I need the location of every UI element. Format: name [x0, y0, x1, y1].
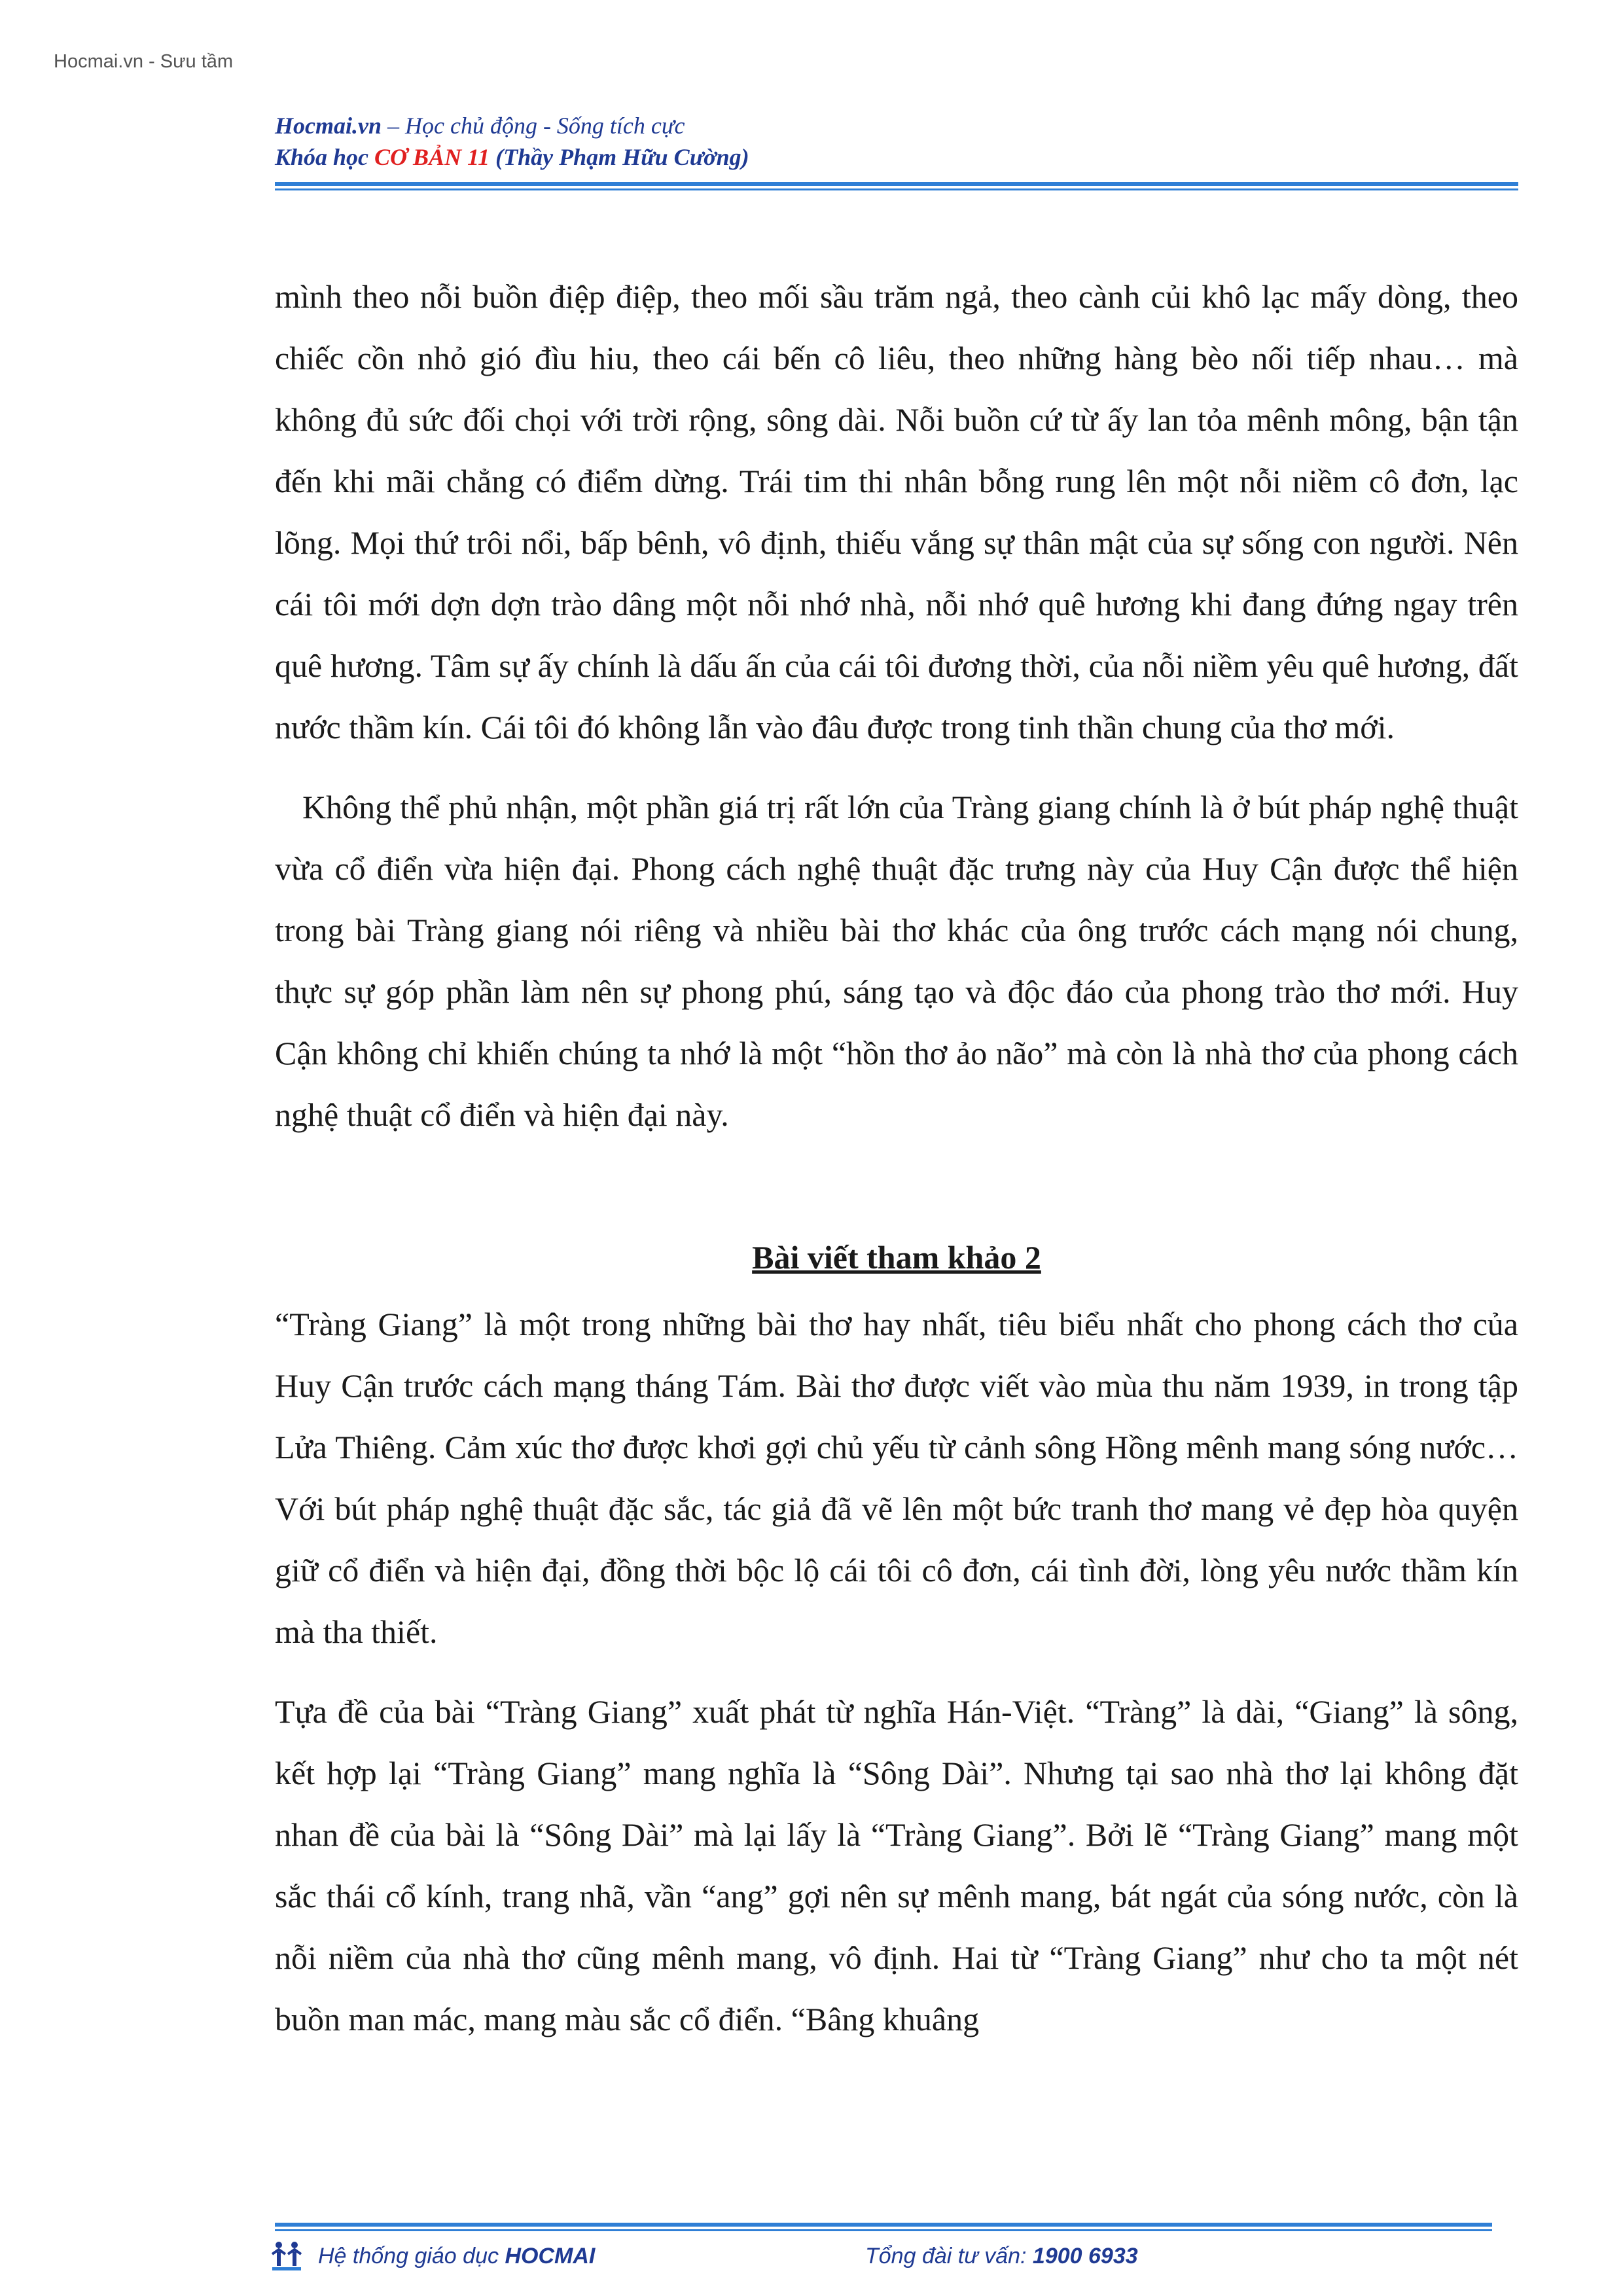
- footer-system: [318, 2244, 595, 2269]
- header-line-1: [275, 110, 1518, 141]
- page-content: [275, 266, 1518, 2068]
- footer-system-name: HOCMAI: [505, 2244, 596, 2269]
- body-paragraph-2: Không thể phủ nhận, một phần giá trị rất lớn của Tràng giang chính là ở bút pháp nghệ thuật vừa cổ điển vừa hiện đại. Phong cách nghệ thuật đặc trưng này của Huy Cận được thể hiện trong bài Tràng giang nói riêng và nhiều bài thơ khác của ông trước cách mạng nói chung, thực sự góp phần làm nên sự phong phú, sáng tạo và độc đáo của phong trào thơ mới. Huy Cận không chỉ khiến chúng ta nhớ là một “hồn thơ ảo não” mà còn là nhà thơ của phong cách nghệ thuật cổ điển và hiện đại này.: [275, 789, 1518, 1133]
- footer-divider: [275, 2223, 1492, 2231]
- header-divider: [275, 182, 1518, 192]
- footer-system-label: Hệ thống giáo dục: [318, 2244, 505, 2269]
- course-name: CƠ BẢN 11: [374, 144, 490, 170]
- footer-hotline: [865, 2244, 1138, 2269]
- header-line-2: [275, 141, 1518, 173]
- section-title: Bài viết tham khảo 2: [752, 1239, 1041, 1276]
- course-teacher: (Thầy Phạm Hữu Cường): [490, 144, 749, 170]
- body-paragraph-1: mình theo nỗi buồn điệp điệp, theo mối sầu trăm ngả, theo cành củi khô lạc mấy dòng, theo chiếc cồn nhỏ gió đìu hiu, theo cái bến cô liêu, theo những hàng bèo nối tiếp nhau… mà không đủ sức đối chọi với trời rộng, sông dài. Nỗi buồn cứ từ ấy lan tỏa mênh mông, bận tận đến khi mãi chẳng có điểm dừng. Trái tim thi nhân bỗng rung lên một nỗi niềm cô đơn, lạc lõng. Mọi thứ trôi nổi, bấp bênh, vô định, thiếu vắng sự thân mật của sự sống con người. Nên cái tôi mới dợn dợn trào dâng một nỗi nhớ nhà, nỗi nhớ quê hương khi đang đứng ngay trên quê hương. Tâm sự ấy chính là dấu ấn của cái tôi đương thời, của nỗi niềm yêu quê hương, đất nước thầm kín. Cái tôi đó không lẫn vào đâu được trong tinh thần chung của thơ mới.: [275, 278, 1518, 745]
- footer-hotline-label: Tổng đài tư vấn:: [865, 2244, 1033, 2269]
- footer-hotline-number: 1900 6933: [1032, 2244, 1138, 2269]
- body-paragraph-3: “Tràng Giang” là một trong những bài thơ hay nhất, tiêu biểu nhất cho phong cách thơ của Huy Cận trước cách mạng tháng Tám. Bài thơ được viết vào mùa thu năm 1939, in trong tập Lửa Thiêng. Cảm xúc thơ được khơi gợi chủ yếu từ cảnh sông Hồng mênh mang sóng nước… Với bút pháp nghệ thuật đặc sắc, tác giả đã vẽ lên một bức tranh thơ mang vẻ đẹp hòa quyện giữ cổ điển và hiện đại, đồng thời bộc lộ cái tôi cô đơn, cái tình đời, lòng yêu nước thầm kín mà tha thiết.: [275, 1306, 1518, 1650]
- course-prefix: Khóa học: [275, 144, 375, 170]
- watermark: Hocmai.vn - Sưu tầm: [54, 51, 234, 72]
- page-header: [275, 110, 1518, 173]
- header-slogan: – Học chủ động - Sống tích cực: [381, 113, 685, 139]
- page-footer: [270, 2238, 1513, 2278]
- body-paragraph-4: Tựa đề của bài “Tràng Giang” xuất phát từ nghĩa Hán-Việt. “Tràng” là dài, “Giang” là sông, kết hợp lại “Tràng Giang” mang nghĩa là “Sông Dài”. Nhưng tại sao nhà thơ lại không đặt nhan đề của bài là “Sông Dài” mà lại lấy là “Tràng Giang”. Bởi lẽ “Tràng Giang” mang một sắc thái cổ kính, trang nhã, vần “ang” gợi nên sự mênh mang, bát ngát của sóng nước, còn là nỗi niềm của nhà thơ cũng mênh mang, vô định. Hai từ “Tràng Giang” như cho ta một nét buồn man mác, mang màu sắc cổ điển. “Bâng khuâng: [275, 1693, 1518, 2037]
- header-brand: Hocmai.vn: [275, 113, 382, 139]
- hocmai-logo-icon: [270, 2238, 304, 2272]
